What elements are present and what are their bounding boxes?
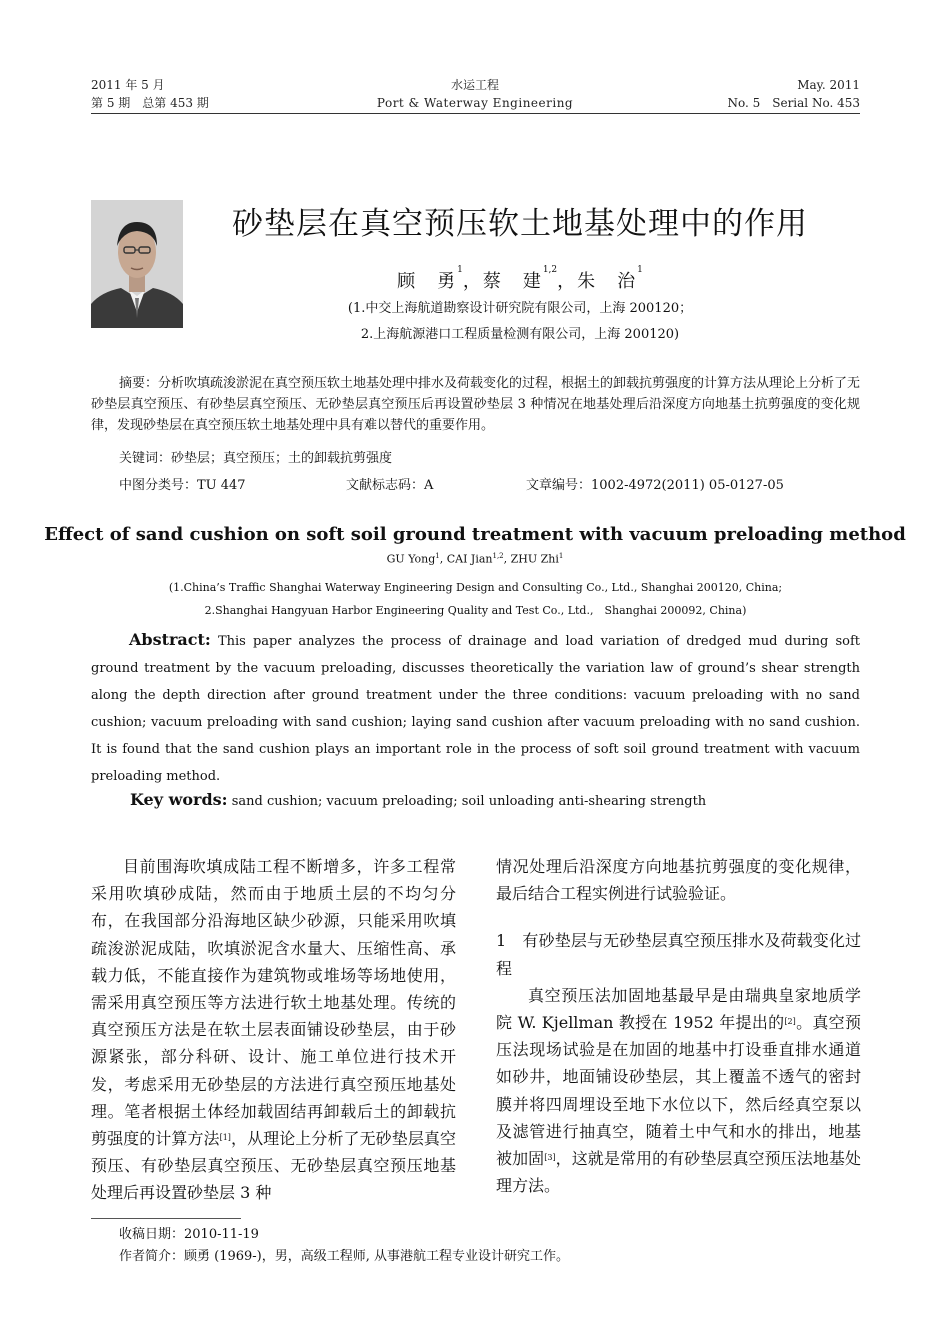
body-column-left (91, 853, 456, 1207)
section-heading: 1 有砂垫层与无砂垫层真空预压排水及荷载变化过程 (496, 931, 861, 978)
footnote-rule (91, 1218, 241, 1219)
paper-title-cn: 砂垫层在真空预压软土地基处理中的作用 (232, 206, 808, 242)
clc-number: 中图分类号：TU 447 (119, 478, 246, 493)
header-issue-en: No. 5 Serial No. 453 (727, 96, 860, 110)
body-text: 目前围海吹填成陆工程不断增多，许多工程常采用吹填砂成陆，然而由于地质土层的不均匀分布，在我国部分沿海地区缺少砂源，只能采用吹填疏浚淤泥成陆，吹填淤泥含水量大、压缩性高、承载力低，不能直接作为建筑物或堆场等场地使用，需采用真空预压等方法进行软土地基处理。传统的真空预压方法是在软土层表面铺设砂垫层，由于砂源紧张，部分科研、设计、施工单位进行技术开发，考虑采用无砂垫层的方法进行真空预压地基处理。笔者根据土体经加载固结再卸载后土的卸载抗剪强度的计算方法 (91, 857, 456, 1149)
affiliations-cn (190, 296, 850, 348)
author-photo (91, 200, 183, 328)
author-name-en: CAI Jian (446, 552, 493, 566)
header-issue: 第 5 期 总第 453 期 (91, 96, 209, 110)
affiliation-line-en: (1.China’s Traffic Shanghai Waterway Engineering Design and Consulting Co., Ltd., Shanghai 200120, China; (168, 581, 783, 594)
abstract-en (91, 626, 860, 790)
body-text: ，这就是常用的有砂垫层真空预压法地基处理方法。 (496, 1149, 861, 1196)
citation: [1] (219, 1133, 231, 1143)
author-affil-mark: 1 (435, 552, 440, 560)
author-bio: 作者简介：顾勇 (1969-)，男，高级工程师, 从事港航工程专业设计研究工作。 (119, 1249, 570, 1264)
author-affil-mark: 1,2 (542, 265, 558, 275)
body-column-right (496, 853, 861, 1199)
affiliation-line-en: 2.Shanghai Hangyuan Harbor Engineering Quality and Test Co., Ltd., Shanghai 200092, China) (204, 604, 747, 617)
keywords-cn: 关键词：砂垫层；真空预压；土的卸载抗剪强度 (119, 451, 393, 466)
journal-name-en: Port & Waterway Engineering (376, 96, 574, 110)
header-date: 2011 年 5 月 (91, 78, 165, 92)
author-name: 朱 治 (577, 271, 638, 292)
author-affil-mark: 1,2 (492, 552, 504, 560)
body-text: ，从理论上分析了无砂垫层真空预压、有砂垫层真空预压、无砂垫层真空预压地基处理后再设置砂垫层 3 种 (91, 1129, 456, 1203)
author-affil-mark: 1 (457, 265, 463, 275)
affiliation-line: 2.上海航源港口工程质量检测有限公司，上海 200120) (360, 327, 680, 342)
authors-cn: 顾 勇$^1$，蔡 建$^{1,2}$，朱 治$^1$ (397, 265, 643, 292)
author-name: 蔡 建 (482, 271, 543, 292)
abstract-cn-text: 摘要：分析吹填疏浚淤泥在真空预压软土地基处理中排水及荷载变化的过程，根据土的卸载抗剪强度的计算方法从理论上分析了无砂垫层真空预压、有砂垫层真空预压、无砂垫层真空预压后再设置砂垫层 3 种情况在地基处理后沿深度方向地基土抗剪强度的变化规律，发现砂垫层在真空预压软土地基处理中具有难以替代的重要作用。 (91, 376, 861, 433)
abstract-cn (91, 373, 860, 436)
received-date: 收稿日期：2010-11-19 (119, 1227, 259, 1242)
footnote (119, 1224, 569, 1268)
body-text: 真空预压法加固地基最早是由瑞典皇家地质学院 W. Kjellman 教授在 1952 年提出的 (496, 985, 861, 1033)
author-name-en: ZHU Zhi (510, 552, 559, 566)
header-right (727, 76, 860, 112)
citation: [2] (784, 1017, 796, 1027)
header-rule (91, 113, 860, 114)
abstract-en-text: This paper analyzes the process of drainage and load variation of dredged mud during soft ground treatment by the vacuum preloading, discusses theoretically the variation law of ground’s shear strength along the depth direction after ground treatment under the three conditions: vacuum preloading with no sand cushion; vacuum preloading with sand cushion; laying sand cushion after vacuum preloading with no sand cushion. It is found that the sand cushion plays an important role in the process of soft soil ground treatment with vacuum preloading method. (91, 634, 860, 784)
body-paragraph: 情况处理后沿深度方向地基抗剪强度的变化规律，最后结合工程实例进行试验验证。 (496, 857, 861, 904)
keywords-label: Key words: (130, 790, 228, 809)
journal-name-cn: 水运工程 (450, 78, 499, 92)
keywords-en-text: sand cushion; vacuum preloading; soil unloading anti-shearing strength (227, 794, 707, 809)
author-affil-mark: 1 (637, 265, 643, 275)
body-text: 。真空预压法现场试验是在加固的地基中打设垂直排水通道如砂井，地面铺设砂垫层，其上覆盖不透气的密封膜并将四周埋设至地下水位以下，然后经真空泵以及滤管进行抽真空，随着土中气和水的排出，地基被加固 (496, 1013, 861, 1169)
affiliations-en (91, 576, 860, 622)
document-code: 文献标志码：A (346, 478, 434, 493)
body-paragraph (496, 982, 861, 1200)
body-paragraph (91, 853, 456, 1207)
author-name: 顾 勇 (397, 271, 458, 292)
author-name-en: GU Yong (386, 552, 436, 566)
citation: [3] (544, 1153, 556, 1163)
paper-title-en: Effect of sand cushion on soft soil ground treatment with vacuum preloading method (44, 524, 906, 545)
abstract-label: Abstract: (129, 630, 211, 649)
author-affil-mark: 1 (558, 552, 564, 560)
article-number: 文章编号：1002-4972(2011) 05-0127-05 (526, 478, 784, 493)
header-date-en: May. 2011 (797, 78, 860, 92)
affiliation-line: (1.中交上海航道勘察设计研究院有限公司，上海 200120； (347, 301, 693, 316)
keywords-en (130, 788, 706, 814)
authors-en: GU Yong$^1$, CAI Jian$^{1,2}$, ZHU Zhi$^1$ (386, 552, 564, 566)
